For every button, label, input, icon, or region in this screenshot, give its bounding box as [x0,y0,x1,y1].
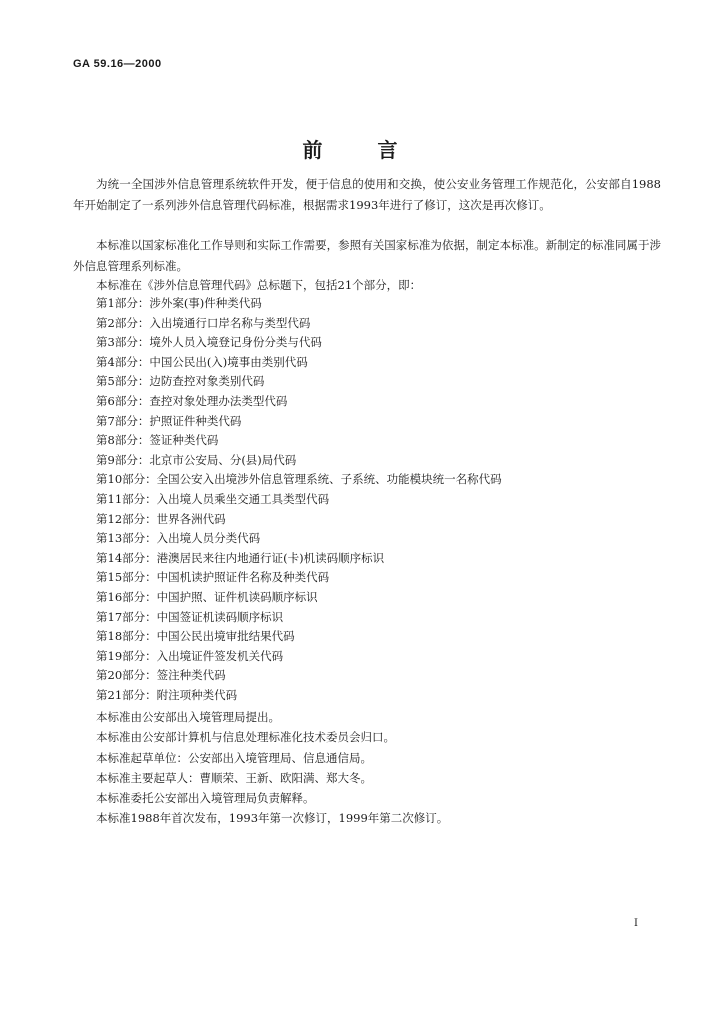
intro-paragraph-2: 本标准以国家标准化工作导则和实际工作需要，参照有关国家标准为依据，制定本标准。新制定的标准同属于涉外信息管理系列标准。 [73,238,661,273]
parts-list [96,294,666,705]
list-item: 第6部分：查控对象处理办法类型代码 [96,393,288,408]
note-proposer: 本标准由公安部出入境管理局提出。 [96,710,280,724]
note-drafters: 本标准主要起草人：曹顺荣、王新、欧阳满、郑大冬。 [96,770,372,785]
note-drafting-unit: 本标准起草单位：公安部出入境管理局、信息通信局。 [96,750,372,765]
list-item: 第21部分：附注项种类代码 [96,687,238,702]
list-item: 第7部分：护照证件种类代码 [96,413,242,428]
page-title: 前言 [302,138,453,162]
list-item: 第18部分：中国公民出境审批结果代码 [96,629,295,644]
list-item: 第4部分：中国公民出(入)境事由类别代码 [96,354,308,369]
list-item: 第8部分：签证种类代码 [96,433,219,448]
list-item: 第13部分：入出境人员分类代码 [96,531,261,546]
notes-list [96,707,666,829]
list-item: 第15部分：中国机读护照证件名称及种类代码 [96,570,330,585]
list-item: 第10部分：全国公安入出境涉外信息管理系统、子系统、功能模块统一名称代码 [96,472,502,487]
list-item: 第20部分：签注种类代码 [96,668,226,683]
list-item: 第12部分：世界各洲代码 [96,511,226,526]
note-interpretation: 本标准委托公安部出入境管理局负责解释。 [96,791,315,806]
list-item: 第1部分：涉外案(事)件种类代码 [96,296,262,310]
list-item: 第5部分：边防查控对象类别代码 [96,374,265,389]
intro-paragraph-1: 为统一全国涉外信息管理系统软件开发，便于信息的使用和交换，使公安业务管理工作规范化，公安部自1988年开始制定了一系列涉外信息管理代码标准，根据需求1993年进行了修订，这次是再次修订。 [73,177,661,212]
list-item: 第17部分：中国签证机读码顺序标识 [96,609,284,624]
list-item: 第14部分：港澳居民来往内地通行证(卡)机读码顺序标识 [96,550,385,565]
standard-code: GA 59.16—2000 [73,58,162,70]
page-number: I [634,918,638,929]
list-item: 第2部分：入出境通行口岸名称与类型代码 [96,315,311,330]
note-history: 本标准1988年首次发布，1993年第一次修订，1999年第二次修订。 [96,811,449,826]
list-item: 第3部分：境外人员入境登记身份分类与代码 [96,335,322,350]
note-committee: 本标准由公安部计算机与信息处理标准化技术委员会归口。 [96,730,395,745]
list-item: 第19部分：入出境证件签发机关代码 [96,648,284,663]
list-item: 第9部分：北京市公安局、分(县)局代码 [96,452,297,467]
list-item: 第11部分：入出境人员乘坐交通工具类型代码 [96,491,330,506]
intro-paragraph-3: 本标准在《涉外信息管理代码》总标题下，包括21个部分，即： [96,278,422,292]
list-item: 第16部分：中国护照、证件机读码顺序标识 [96,589,318,604]
